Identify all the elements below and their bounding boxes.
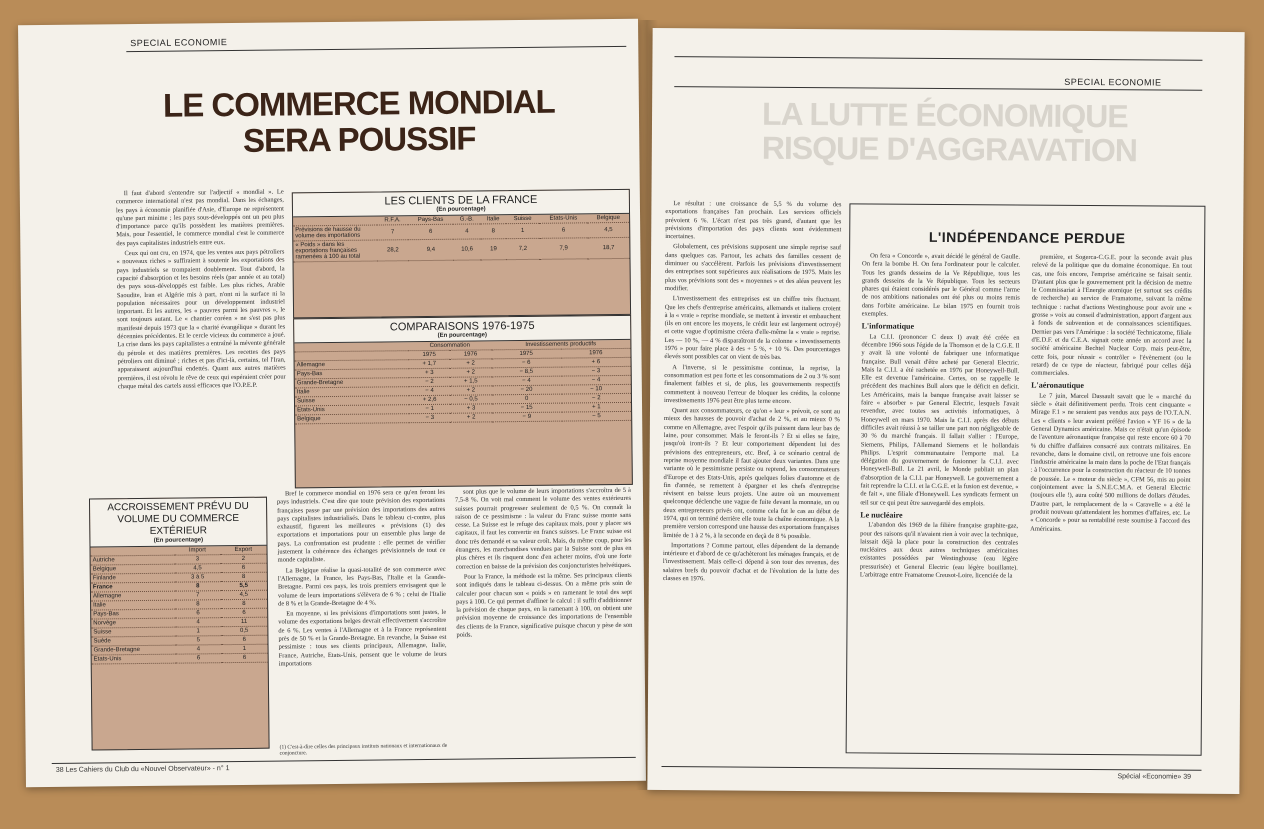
table-cell: − 3 [561,366,630,376]
table-cell: 4 [453,224,481,239]
row-label: Finlande [91,573,175,583]
table-cell: + 2 [450,413,491,422]
row-label: Etats-Unis [295,405,409,415]
foot-rule [52,757,636,764]
paragraph: La C.I.I. (prononcer C deux I) avait été créée en décembre 1966 sous l'égide de la Thomson et de la C.G.E. Il y avait là une volonté de fabriquer une informatique française. Bull venait d'être acheté par General Electric. Mais la C.I.I. a été rachetée en 1976 par Honeywell-Bull. Elle est devenue l'américaine. Certes, on se rappelle le précédent des machines Bull alors que le déficit en deficit. Les Américains, mais la banque française avait laisser se faire « absorber » par General Electric, lesquels l'avait revendue, avec toutes ses activités informatiques, à Honeywell en mars 1970. Mais la C.I.I. après des débuts difficiles avait réussi à se tailler une part non négligeable de 30 % du marché français. Il fallait s'allier : l'Europe, Siemens, Philips, l'Allemand Siemens et le hollandais Philips. L'esprit communautaire l'emporte mal. La délégation du gouvernement de fusionner la C.I.I. avec Honeywell-Bull. Le 21 avril, le Monde publiait un plan d'absorption de la C.I.I. par Honeywell. Le gouvernement a fait reprendre la C.I.I. et la C.G.E. et la fusion est devenue, « de fait », une filiale d'Honeywell. Les syndicats ferment un œil sur ce qui peut être sauvegardé des emplois. [860,333,1020,507]
table-cell: 1 [175,627,221,636]
row-label: Grande-Bretagne [92,645,176,655]
table-subtitle: (En pourcentage) [153,537,204,544]
comparaisons-data-table [294,340,631,425]
accroissement-data-table [91,546,268,665]
column-header: 1975 [408,350,449,359]
table-row [293,237,629,262]
column-header: Belgique [587,214,629,223]
table-cell: − 1 [409,404,450,413]
sidebar-box [846,203,1206,755]
table-cell: 8 [175,600,221,609]
table-cell: 7 [377,225,408,240]
table-cell: 8 [220,572,266,581]
headline-line-2: SERA POUSSIF [242,119,476,159]
table-cell: 6 [539,223,587,239]
row-label: Prévisions de hausse du volume des importations [293,225,377,241]
table-cell: 7,2 [506,238,540,259]
table-cell: + 6 [561,357,630,367]
row-label: Etats-Unis [92,654,176,664]
table-cell: 18,7 [588,237,630,258]
clients-table [292,189,631,319]
table-cell: + 1,5 [450,377,491,386]
table-cell: − 4 [561,375,630,385]
paragraph: La Belgique réalise la quasi-totalité de son commerce avec l'Allemagne, la France, les Pays-Bas, l'Italie et la Grande-Bretagne. Parmi ces pays, les trois premiers envisagent que le volume de leurs importations s'élèvera de 6 % ; celui de l'Italie de 8 % et la Grande-Bretagne de 4 %. [277,565,447,608]
table-subtitle: (En pourcentage) [437,332,488,339]
column-header: Italie [480,215,505,224]
row-label: Allemagne [91,591,175,601]
paragraph: L'abandon dès 1969 de la filière française graphite-gaz, pour des raisons qu'il n'avaient rien à voir avec la technique, laissait déjà la place pour la construction des centrales nucléaires aux deux autres techniques américaines existantes possédées par Westinghouse (eau légère pressurisée) et General Electric (eau légère bouillante). L'arbitrage entre Framatome Creusot-Loire, licenciée de la [859,521,1019,580]
column-header: R.F.A. [377,216,408,225]
article-column-2 [277,489,448,741]
table-cell: 5 [175,636,221,645]
table-cell: − 15 [492,403,562,413]
table-cell: 7 [175,591,221,600]
page-folio: Spécial «Economie» 39 [1117,773,1192,781]
table-cell: 19 [481,239,507,260]
table-cell: 4 [175,618,221,627]
table-cell: 0,5 [221,626,267,635]
table-header [293,190,629,218]
row-label: Belgique [295,414,409,424]
running-head: SPECIAL ECONOMIE [130,37,228,49]
table-cell: 8 [175,582,221,591]
table-cell: 9,4 [408,239,453,260]
table-cell: + 1,7 [409,359,450,368]
comparaisons-table [293,315,633,489]
table-cell: + 2 [450,359,491,368]
table-cell: − 20 [492,385,562,395]
table-cell: 3 [175,555,221,564]
table-cell: 11 [221,617,267,626]
table-cell: 7,9 [539,238,587,260]
row-label: Belgique [91,564,175,574]
row-label: Pays-Bas [295,369,409,379]
column-header: Import [174,546,220,555]
table-cell: − 4 [491,376,561,386]
table-header [294,316,630,344]
row-label: Grande-Bretagne [295,378,409,388]
row-label: Allemagne [295,360,409,370]
article-column-1 [662,200,842,761]
table-cell: − 2 [409,377,450,386]
table-cell: − 3 [409,413,450,422]
row-label: Suisse [295,396,409,406]
table-cell: + 1 [562,402,631,412]
table-cell: 1 [221,644,267,653]
paragraph: L'investissement des entreprises est un chiffre très fluctuant. Que les chefs d'entreprise américains, allemands et italiens croient à la « vraie » reprise mondiale, se mettent à investir et embauchent (ils en ont encore les moyens, le crédit leur est largement octroyé) et cette vague d'optimisme créera d'elle-même la « vraie » reprise. Les — 10 %, — 4 % disparaîtront de la colonne « investissements 1976 » pour faire place à des + 5 %, + 10 %. Des pourcentages élevés sont possibles car on vient de très bas. [664,295,841,362]
column-header: Etats-Unis [539,214,587,223]
row-label: Norvège [91,618,175,628]
headline-line-1: LE COMMERCE MONDIAL [162,82,555,124]
row-label: « Poids » dans les exportations françaises ramenées à 100 au total [293,240,377,262]
paragraph: Le 7 juin, Marcel Dassault savait que le « marché du siècle » était définitivement perdu. Trois cent cinquante « Mirage F.1 » ne seraient pas vendus aux pays de l'O.T.A.N. Les « clients » leur avaient préféré l'avion « YF 16 » de la General Dynamics américaine. Mais ce n'était qu'un épisode de l'aventure aéronautique française qui reste encore 60 à 70 % du chiffre d'affaires consacré aux contrats militaires. En revanche, dans le domaine civil, on retrouve une fois encore l'industrie américaine la main dans la poche de l'Etat français : à l'occurrence pour la construction du réacteur de 10 tonnes de poussée. Le « moteur du siècle », CFM 56, mis au point conjointement avec la S.N.E.C.M.A. et General Electric (toujours elle !), aura coûté 500 millions de dollars d'études. D'autre part, le remplacement de la « Caravelle » a été le produit nouveau qu'attendaient les hommes d'affaires, etc. Le « Concorde » pour sa rentabilité reste soumise à l'accord des Américains. [1030,392,1192,533]
table-cell: − 0,5 [450,395,491,404]
table-cell: 8 [481,224,507,239]
table-cell: 5,5 [221,581,267,590]
column-header: 1976 [561,348,630,358]
column-group: Consommation [408,341,491,350]
table-cell: − 6 [491,358,561,368]
show-through-line-2: RISQUE D'AGGRAVATION [761,129,1138,169]
paragraph: Pour la France, la méthode est la même. Ses principaux clients sont indiqués dans le tableau ci-dessus. On a même pris soin de calculer pour chacun son « poids » en ramenant le total des sept pays à 100. Ce qui permet d'affiner le calcul : il suffit d'additionner la prévision de chaque pays, en la ramenant à 100, on obtient une prévision moyenne de croissance des importations de l'ensemble des clients de la France, significative puisque chacun y pèse de son poids. [455,571,633,639]
head-rule [674,56,1202,61]
table-cell: 8 [221,599,267,608]
box-title: L'INDÉPENDANCE PERDUE [928,228,1126,247]
paragraph: On fera « Concorde », avait décidé le général de Gaulle. On fera la bombe H. On fera l'ordinateur pour le calculer. Tous les grands desseins de la Ve République, tous les grands desseins de la Ve République. Tous les secteurs phares qui étaient considérés par le Général comme l'arme de nos ambitions nationales ont été plus ou moins remis dans l'orbite américaine. Le bilan 1975 en fournit trois exemples. [861,252,1021,318]
box-column-2 [1029,254,1192,745]
table-cell: + 2,6 [409,395,450,404]
page-folio: 38 Les Cahiers du Club du «Nouvel Observateur» - n° 1 [55,765,230,774]
box-column-1 [859,252,1020,743]
table-cell: 6 [221,653,267,662]
article-column-3 [455,487,634,753]
table-subtitle: (En pourcentage) [436,206,486,213]
paragraph: A l'inverse, si le pessimisme continue, la reprise, la consommation est peu forte et les consommations de 2 ou 3 % sont finalement faibles et si, de plus, les gouvernements respectifs commettent à nouveau l'erreur de bloquer les crédits, la colonne investissements 1976 peut être plus terne encore. [664,363,841,405]
paragraph: Le résultat : une croissance de 5,5 % du volume des exportations françaises l'an prochain. Les services officiels prévoient 6 %. L'écart n'est pas très grand, d'autant que les prévisions d'importation des pays clients sont évidemment incertaines. [665,200,842,241]
table-cell: − 5 [562,411,631,421]
table-cell: 10,6 [453,239,481,260]
paragraph: première, et Sogerca-C.G.E. pour la seconde avait plus relevé de la politique que du domaine économique. En tout cas, une fois encore, l'emprise américaine se faisait sentir. D'autant plus que le gouvernement prit la décision de mettre le Commissariat à l'Energie atomique (et surtout ses crédits de recherche) au service de Framatome, suivant la même technique : rachat d'actions Westinghouse pour avoir une « grosse » voix au conseil d'administration, apport d'argent aux à fonds de subvention et de connaissances scientifiques. Dernier pas vers l'Amérique : la société Technicatome, filiale d'E.D.F. et du C.E.A. signait cette année un accord avec la société américaine Bechtel Nuclear Corp. mais peut-être, cette fois, pour réussir « contrôler » l'évènement (ou le retard) de ce type de réacteur, fabriqué pour celles déjà commerciales. [1031,253,1193,378]
headline [149,84,570,160]
table-cell: 4 [176,645,222,654]
column-header: 1976 [450,350,491,359]
row-label: Italie [91,600,175,610]
table-cell: 6 [175,609,221,618]
paragraph: Bref le commerce mondial en 1976 sera ce qu'en feront les pays industriels. C'est dire que toute prévision des exportations françaises passe par une prévision des importations des autres pays capitalistes industrialisés. Dans le tableau ci-contre, plus exhaustif, figurent les meilleures « prévisions (1) des exportations et importations pour un ensemble plus large de pays. La confrontation est prudente : elle permet de vérifier justement la cohérence des échanges prévisionnels de tout ce monde capitaliste. [277,488,446,564]
section-heading: L'informatique [861,321,915,332]
table-cell: 6 [221,608,267,617]
column-header: Pays-Bas [408,216,453,225]
table-cell: 6 [176,654,222,663]
column-header: Suisse [506,215,540,224]
column-header: 1975 [491,349,561,359]
paragraph: Il faut d'abord s'entendre sur l'adjectif « mondial ». Le commerce international n'est pas mondial. Dans les échanges, les pays à économie planifiée d'Asie, d'Europe ne représentent qu'une part minime ; les pays sous-développés ont un peu plus d'importance parce qu'ils possèdent les matières premières. Mais, pour l'essentiel, le commerce mondial c'est le commerce des pays capitalistes industriels entre eux. [115,188,285,248]
table-row [92,653,268,664]
row-label: France [91,582,175,592]
table-cell: − 4 [409,386,450,395]
table-title: LES CLIENTS DE LA FRANCE [384,193,538,208]
table-cell: − 8,5 [491,367,561,377]
table-cell: + 2 [450,386,491,395]
table-cell: 0 [492,394,562,404]
column-group: Investissements productifs [491,340,630,350]
table-cell: 6 [220,563,266,572]
running-head: SPECIAL ECONOMIE [1064,76,1162,88]
row-label: Suède [91,636,175,646]
table-header [90,498,266,548]
table-cell: − 2 [562,393,631,403]
section-heading: L'aéronautique [1031,381,1084,391]
table-cell: 28,2 [377,240,408,261]
article-column-1 [116,188,287,490]
table-cell: + 3 [409,368,450,377]
paragraph: Ceux qui ont cru, en 1974, que les ventes aux pays pétroliers « nouveaux riches » suffiraient à soutenir les exportations des pays industriels se trompaient doublement. Tout d'abord, la capacité d'absorption et les besoins réels (par année et au total) des pays sous-développés est faible. Les plus riches, Arabie Saoudite, Iran et Algérie mis à part, n'ont ni la surface ni la population nécessaires pour un développement industriel important. Et les autres, les « pauvres parmi les pauvres », le sont toujours autant. Le « chantier coréen » ne s'est pas plus manifesté depuis 1973 que la « charité évangélique » durant les décennies précédentes. Et le cercle vicieux du commerce a joué. La crise dans les pays capitalistes a entraîné la mévente générale du pétrole et des matières premières. Les recettes des pays pétroliers ont diminué ; riches et pas d'ici-là, certains, tel l'Iran, apparaissent aujourd'hui endettés. Quant aux autres matières premières, il est révolu le rêve de ceux qui espéraient créer pour chaque métal des cartels aussi efficaces que l'O.P.E.P. [116,248,286,391]
table-title: ACCROISSEMENT PRÉVU DU VOLUME DU COMMERCE EXTÉRIEUR [107,500,249,537]
clients-data-table [293,214,629,263]
table-cell: 3 à 5 [175,573,221,582]
paragraph: Importations ? Comme partout, elles dépendent de la demande intérieure et d'abord de ce qu'achèteront les ménages français, et de l'investissement. Mais celle-ci dépend à son tour des revenus, des salaires brefs du pouvoir d'achat et de l'évolution de la lutte des classes en 1976. [662,541,840,583]
table-cell: 4,5 [587,222,629,237]
section-heading: Le nucléaire [860,510,903,520]
table-cell: 6 [221,635,267,644]
table-cell: − 10 [561,384,630,394]
row-label: Suisse [91,627,175,637]
table-cell: + 2 [450,368,491,377]
table-cell: + 3 [450,404,491,413]
table-cell: 6 [408,224,453,239]
row-label: Pays-Bas [91,609,175,619]
table-cell: − 9 [492,412,562,422]
right-page [647,28,1244,794]
paragraph: sont plus que le volume de leurs importations s'accroîtra de 5 à 7,5-8 %. On voit mal comment le volume des ventes extérieures suisses pourrait progresser seulement de 0,5 %. On connaît la raison de ce pessimisme : la valeur du Franc suisse monte sans cesse. La Suisse est le refuge des capitaux mais, pour y placer ses capitaux, il faut les convertir en francs suisses. Le Franc suisse est donc très demandé et sa valeur croît. Mais, du même coup, pour les étrangers, les marchandises vendues par la Suisse sont de plus en plus chères et ils risquent donc d'en acheter moins, d'où une forte correction en baisse de la prévision des conjoncturistes helvétiques. [454,486,632,571]
paragraph: En moyenne, si les prévisions d'importations sont justes, le volume des exportations belges devrait effectivement s'accroître de 6 %. Les ventes à l'Allemagne et à la France représentent près de 50 % et la Grande-Bretagne. En revanche, la Suisse est pessimiste : tous ses clients principaux, Allemagne, Italie, France, Autriche, Etats-Unis, pensent que le volume de leurs importations [278,608,447,668]
row-label: Italie [295,387,409,397]
show-through-headline [762,97,1202,168]
paragraph: Quant aux consommateurs, ce qu'on « leur » prévoit, ce sont au mieux des hausses de pouvoir d'achat de 2 %, et au mieux 0 % comme en Allemagne, avec l'espoir qu'ils puissent dans leur bas de laine, pour consommer. Mais le feront-ils ? Et si elles se faire, jusqu'où iront-ils ? Et leur comportement dépendent lui des prévisions des entrepreneurs, etc. Bref, à ce scénario central de reprise moyenne mondiale il faut ajouter deux variantes. Dans une variante où le pessimisme persiste ou reprend, les consommateurs d'Europe et des Etats-Unis, après quelques folies d'automne et de fin d'année, se remettent à épargner et les chefs d'entreprise révisent en baisse leurs projets. Une autre où un mouvement quelconque déclenche une vague de fuite devant la monnaie, un ou deux entrepreneurs privés ont, comme cela fut le cas au début de 1974, qui on terminé derrière elle toute la chaîne économique. A la première version correspond une hausse des exportations françaises limitée de 1 à 2 %, à la seconde en deçà de 8 % possible. [663,407,841,540]
accroissement-table [89,497,270,751]
table-cell: 2 [220,554,266,563]
left-page [18,19,646,787]
row-label: Autriche [91,555,175,565]
table-cell: 4,5 [221,590,267,599]
column-header: G.-B. [453,215,480,224]
show-through-line-1: LA LUTTE ÉCONOMIQUE [761,95,1128,135]
table-title: COMPARAISONS 1976-1975 [389,319,535,334]
table-cell: 1 [506,223,540,238]
column-header: Export [220,546,266,555]
table-cell: 4,5 [175,564,221,573]
footnote: (1) C'est-à-dire celles des principaux instituts nationaux et internationaux de conjoncture. [279,742,448,757]
paragraph: Globalement, ces prévisions supposent une simple reprise sauf dans quelques cas. Partout, les achats des familles cessent de diminuer ou s'accélèrent. Parfois les prévisions d'investissement des entreprises sont supérieures aux réalisations de 1975. Mais les plus vos prévisions sont des « moyennes » et des aléas peuvent les modifier. [664,243,842,293]
foot-rule [662,766,1202,771]
